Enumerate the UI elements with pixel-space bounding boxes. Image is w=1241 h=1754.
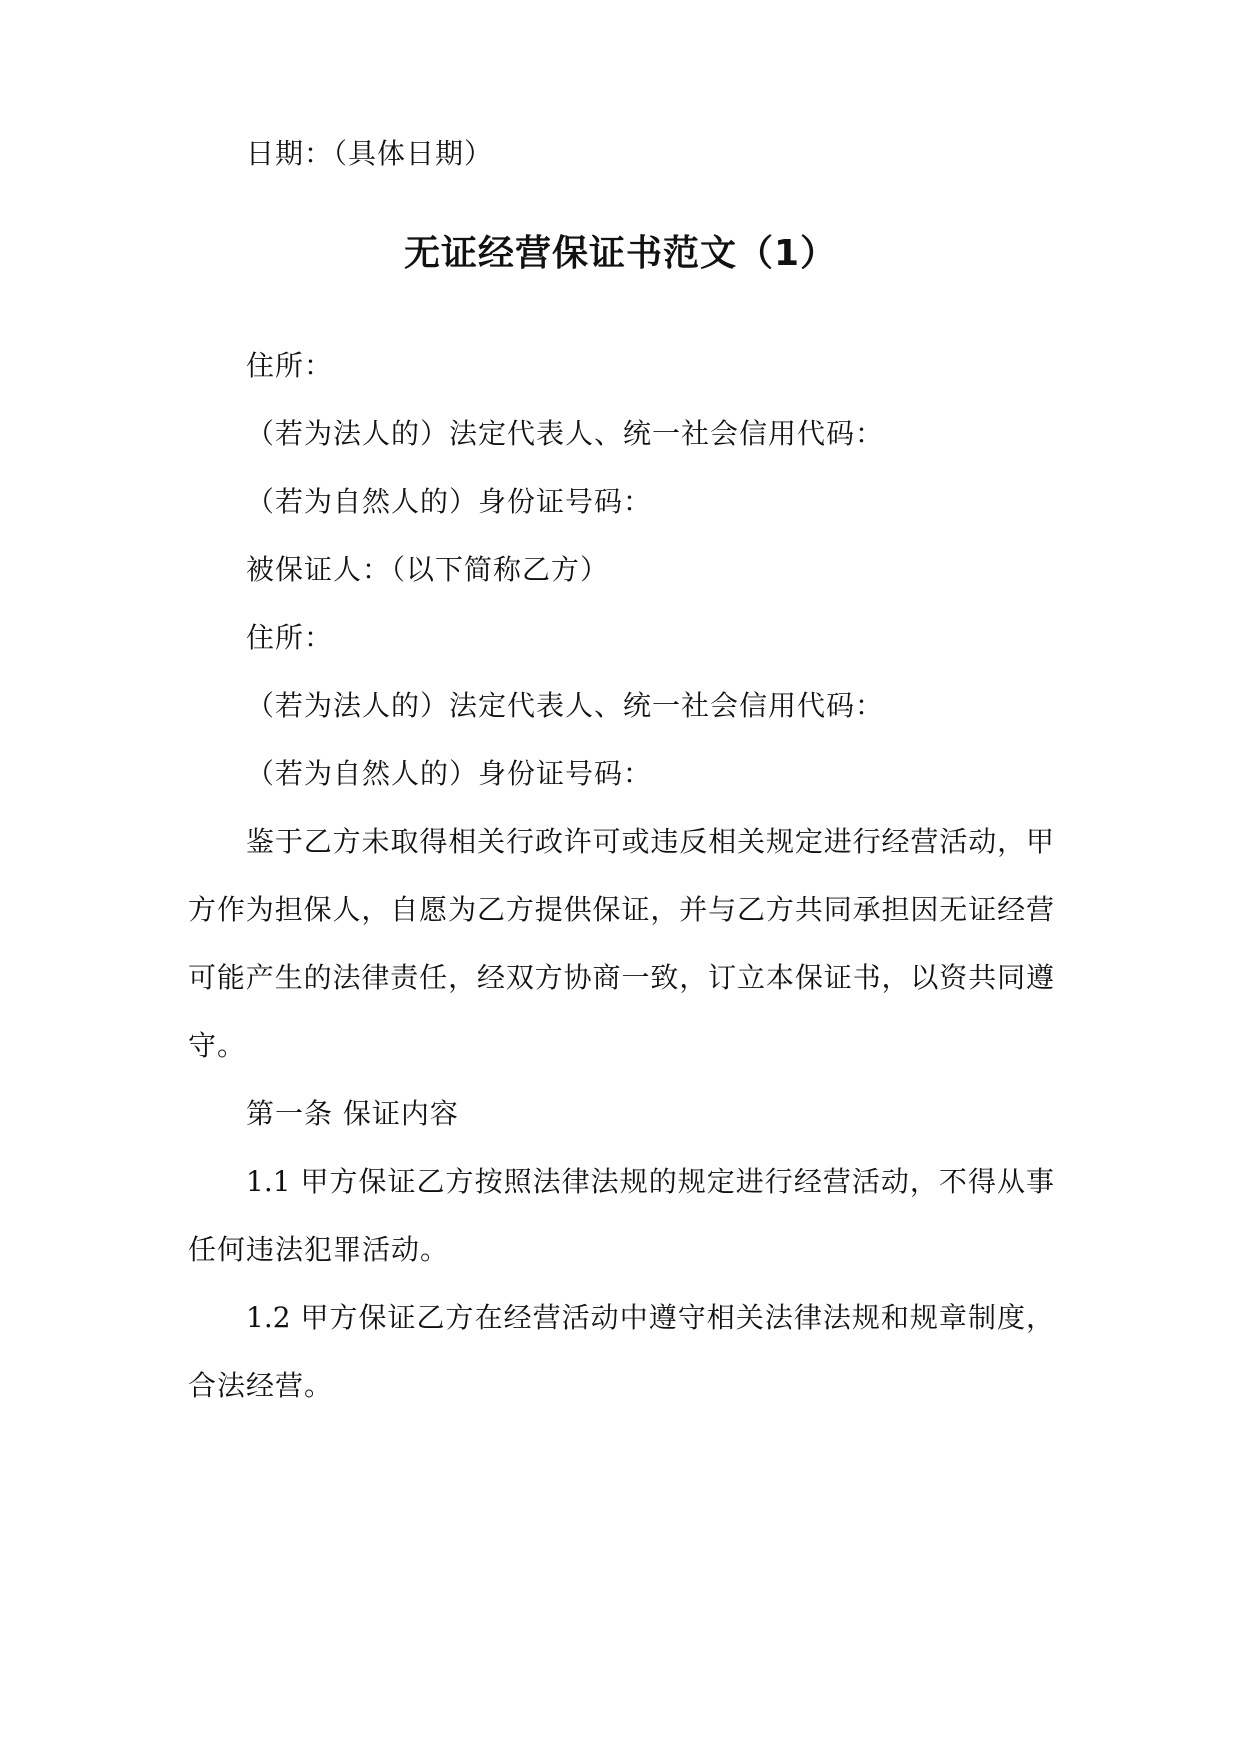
document-title: 无证经营保证书范文（1）	[403, 233, 838, 274]
preamble-line: 方作为担保人，自愿为乙方提供保证，并与乙方共同承担因无证经营	[188, 893, 1054, 926]
guaranteed-legal-person: （若为法人的）法定代表人、统一社会信用代码：	[246, 689, 885, 722]
date-line: 日期：（具体日期）	[246, 137, 494, 170]
guarantor-legal-person: （若为法人的）法定代表人、统一社会信用代码：	[246, 417, 885, 450]
clause-1-1-line: 任何违法犯罪活动。	[188, 1233, 450, 1266]
preamble-line: 守。	[188, 1029, 247, 1062]
clause-1-1-line: 1.1 甲方保证乙方按照法律法规的规定进行经营活动，不得从事	[246, 1165, 1054, 1198]
guaranteed-party: 被保证人：（以下简称乙方）	[246, 553, 610, 586]
clause-1-2-line: 合法经营。	[188, 1369, 334, 1402]
guaranteed-address: 住所：	[246, 621, 334, 654]
guaranteed-natural-person: （若为自然人的）身份证号码：	[246, 757, 653, 790]
clause-1-2-line: 1.2 甲方保证乙方在经营活动中遵守相关法律法规和规章制度，	[246, 1301, 1054, 1334]
guarantor-natural-person: （若为自然人的）身份证号码：	[246, 485, 653, 518]
guarantor-address: 住所：	[246, 349, 334, 382]
preamble-line: 鉴于乙方未取得相关行政许可或违反相关规定进行经营活动，甲	[246, 825, 1054, 858]
preamble-line: 可能产生的法律责任，经双方协商一致，订立本保证书，以资共同遵	[188, 961, 1054, 994]
article-1-heading: 第一条 保证内容	[246, 1097, 459, 1130]
